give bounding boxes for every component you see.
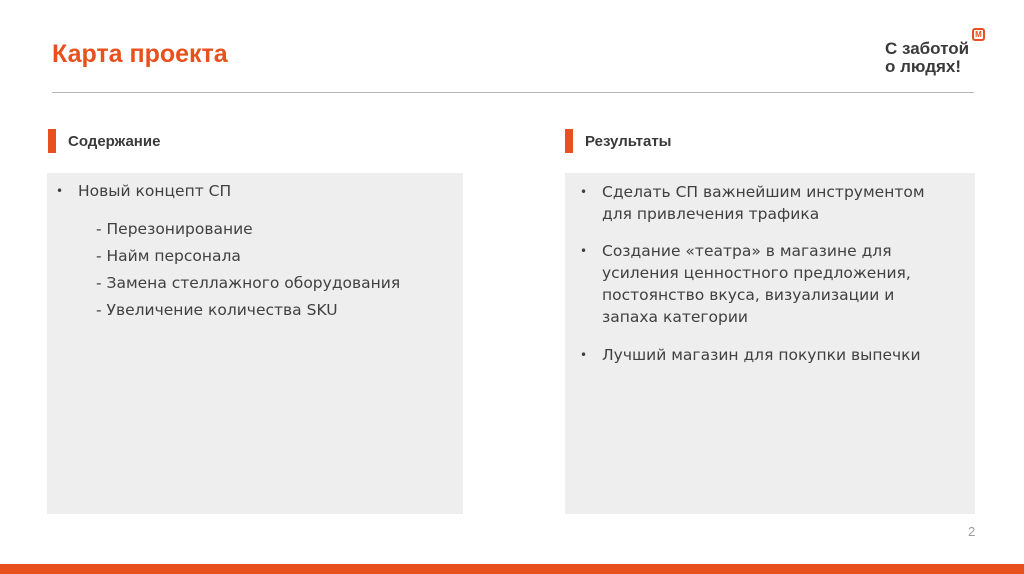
bullet-icon: • (580, 244, 588, 258)
bullet-icon: • (580, 185, 588, 199)
list-item (580, 240, 955, 328)
section-marker (48, 129, 56, 153)
content-list (56, 180, 443, 324)
title-divider (52, 92, 974, 93)
logo-mark-icon: М (972, 28, 985, 41)
page-title: Карта проекта (52, 40, 228, 68)
logo-text-line1: С заботой (885, 39, 970, 58)
results-panel (565, 173, 975, 514)
section-marker (565, 129, 573, 153)
list-item (580, 181, 955, 225)
page-number: 2 (968, 524, 976, 539)
list-item-text: Сделать СП важнейшим инструментом для привлечения трафика (602, 183, 925, 223)
sub-list-item: - Перезонирование (96, 220, 253, 238)
sub-list (96, 216, 443, 324)
logo-text-line2: о людях! (885, 57, 962, 76)
sub-list-item: - Найм персонала (96, 247, 241, 265)
list-item (56, 180, 443, 324)
list-item-text: Лучший магазин для покупки выпечки (602, 346, 921, 364)
section-heading-label: Результаты (585, 133, 672, 150)
list-item (580, 344, 955, 366)
content-panel (47, 173, 463, 514)
sub-list-item: - Увеличение количества SKU (96, 301, 338, 319)
section-heading-label: Содержание (68, 133, 161, 150)
results-list (580, 181, 955, 366)
list-item-text: Создание «театра» в магазине для усиления ценностного предложения, постоянство вкуса, визуализации и запаха категории (602, 242, 911, 326)
bullet-icon: • (580, 348, 588, 362)
brand-logo (885, 28, 985, 78)
list-item-text: Новый концепт СП (78, 182, 232, 200)
bullet-icon: • (56, 184, 64, 198)
footer-accent-bar (0, 564, 1024, 574)
sub-list-item: - Замена стеллажного оборудования (96, 274, 401, 292)
